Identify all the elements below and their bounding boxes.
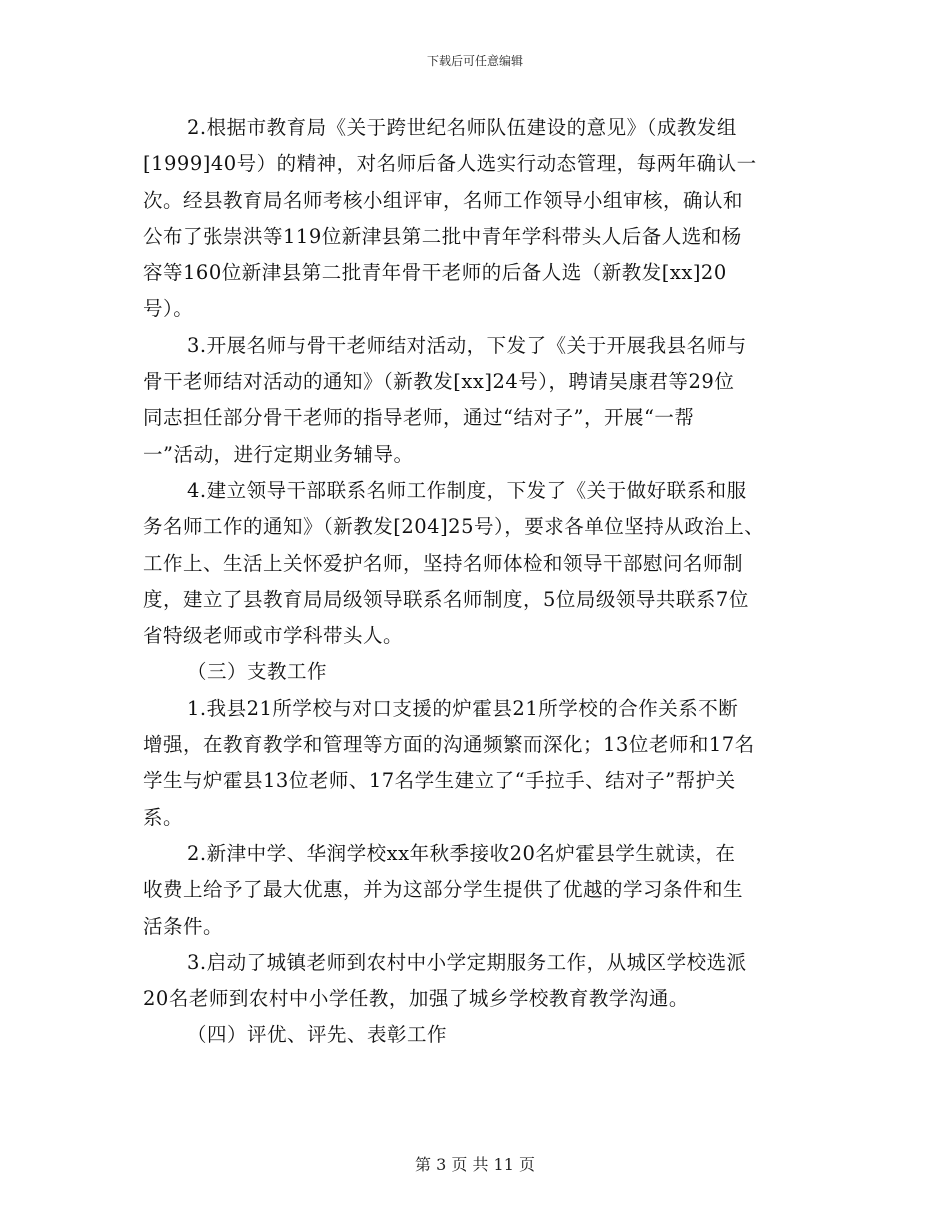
- paragraph-line: 活条件。: [143, 914, 224, 938]
- paragraph-line: 公布了张崇洪等119位新津县第二批中青年学科带头人后备人选和杨: [143, 224, 742, 248]
- document-body: [143, 110, 843, 1054]
- paragraph-line: 务名师工作的通知》（新教发[204]25号），要求各单位坚持从政治上、: [143, 515, 765, 539]
- section-heading: （四）评优、评先、表彰工作: [187, 1023, 448, 1047]
- paragraph-line: 次。经县教育局名师考核小组评审，名师工作领导小组审核，确认和: [143, 188, 744, 212]
- paragraph-line: 3.开展名师与骨干老师结对活动，下发了《关于开展我县名师与: [187, 333, 747, 357]
- page-number-footer: 第 3 页 共 11 页: [415, 1155, 535, 1174]
- paragraph-line: 增强，在教育教学和管理等方面的沟通频繁而深化；13位老师和17名: [143, 733, 755, 757]
- paragraph-line: 2.新津中学、华润学校xx年秋季接收20名炉霍县学生就读，在: [187, 841, 736, 865]
- paragraph-line: [1999]40号）的精神，对名师后备人选实行动态管理，每两年确认一: [143, 152, 757, 176]
- paragraph-line: 骨干老师结对活动的通知》（新教发[xx]24号），聘请吴康君等29位: [143, 370, 735, 394]
- paragraph-line: 容等160位新津县第二批青年骨干老师的后备人选（新教发[xx]20: [143, 261, 727, 285]
- paragraph-line: 2.根据市教育局《关于跨世纪名师队伍建设的意见》（成教发组: [187, 116, 737, 139]
- paragraph-line: 3.启动了城镇老师到农村中小学定期服务工作，从城区学校选派: [187, 950, 747, 974]
- paragraph-line: 省特级老师或市学科带头人。: [143, 624, 404, 648]
- page-header: 下载后可任意编辑: [426, 54, 523, 68]
- paragraph-line: 20名老师到农村中小学任教，加强了城乡学校教育教学沟通。: [143, 987, 689, 1011]
- paragraph-line: 系。: [143, 805, 184, 829]
- paragraph-line: 收费上给予了最大优惠，并为这部分学生提供了优越的学习条件和生: [143, 878, 744, 902]
- paragraph-line: 4.建立领导干部联系名师工作制度，下发了《关于做好联系和服: [187, 478, 747, 502]
- section-heading: （三）支教工作: [187, 660, 328, 684]
- paragraph-line: 工作上、生活上关怀爱护名师，坚持名师体检和领导干部慰问名师制: [143, 551, 744, 575]
- paragraph-line: 度，建立了县教育局局级领导联系名师制度，5位局级领导共联系7位: [143, 587, 749, 611]
- paragraph-line: 同志担任部分骨干老师的指导老师，通过“结对子”，开展“一帮: [143, 406, 695, 430]
- paragraph-line: 1.我县21所学校与对口支援的炉霍县21所学校的合作关系不断: [187, 696, 739, 720]
- paragraph-line: 学生与炉霍县13位老师、17名学生建立了“手拉手、结对子”帮护关: [143, 769, 736, 793]
- paragraph-line: 一”活动，进行定期业务辅导。: [143, 442, 414, 466]
- paragraph-line: 号）。: [143, 297, 194, 321]
